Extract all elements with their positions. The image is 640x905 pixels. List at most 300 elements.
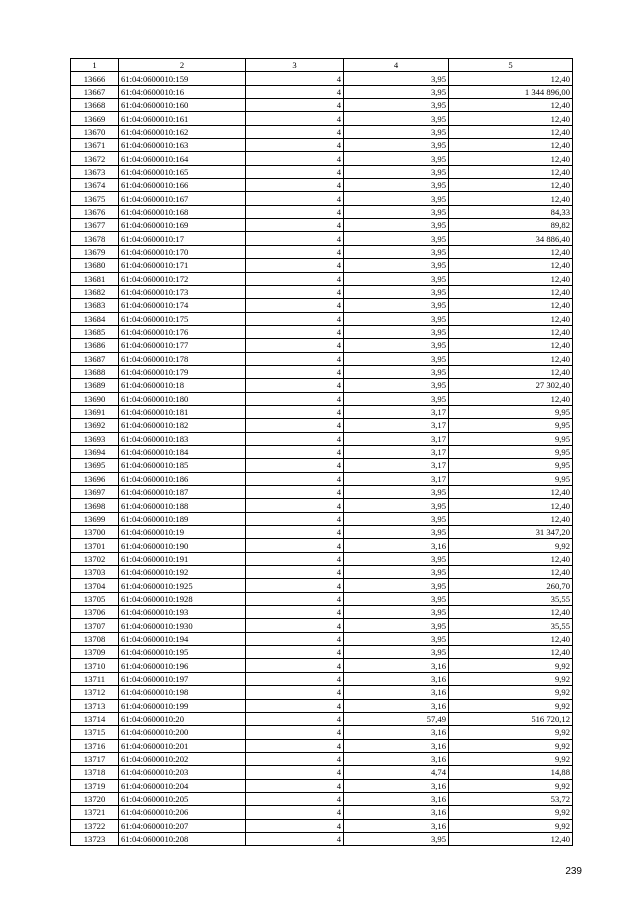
rate-cell: 57,49	[344, 712, 449, 725]
rate-cell: 3,17	[344, 432, 449, 445]
amount-cell: 12,40	[449, 646, 573, 659]
table-row	[71, 819, 573, 832]
rate-cell: 3,95	[344, 352, 449, 365]
rate-cell: 3,95	[344, 259, 449, 272]
rate-cell: 3,95	[344, 606, 449, 619]
table-row	[71, 766, 573, 779]
row-number-cell: 13723	[71, 832, 119, 845]
amount-cell: 12,40	[449, 325, 573, 338]
rate-cell: 3,95	[344, 365, 449, 378]
rate-cell: 3,95	[344, 272, 449, 285]
rate-cell: 3,95	[344, 392, 449, 405]
row-number-cell: 13701	[71, 539, 119, 552]
amount-cell: 12,40	[449, 125, 573, 138]
amount-cell: 35,55	[449, 592, 573, 605]
amount-cell: 12,40	[449, 99, 573, 112]
rate-cell: 3,95	[344, 125, 449, 138]
category-cell: 4	[246, 272, 344, 285]
cadastral-number-cell: 61:04:0600010:171	[119, 259, 246, 272]
rate-cell: 3,95	[344, 339, 449, 352]
rate-cell: 3,95	[344, 325, 449, 338]
row-number-cell: 13693	[71, 432, 119, 445]
category-cell: 4	[246, 832, 344, 845]
rate-cell: 3,95	[344, 526, 449, 539]
rate-cell: 3,95	[344, 219, 449, 232]
table-row	[71, 459, 573, 472]
table-row	[71, 165, 573, 178]
row-number-cell: 13702	[71, 552, 119, 565]
category-cell: 4	[246, 699, 344, 712]
row-number-cell: 13715	[71, 726, 119, 739]
amount-cell: 34 886,40	[449, 232, 573, 245]
table-row	[71, 779, 573, 792]
category-cell: 4	[246, 312, 344, 325]
amount-cell: 12,40	[449, 72, 573, 85]
rate-cell: 3,95	[344, 99, 449, 112]
rate-cell: 3,95	[344, 139, 449, 152]
rate-cell: 3,95	[344, 486, 449, 499]
table-row	[71, 632, 573, 645]
table-row	[71, 512, 573, 525]
cadastral-number-cell: 61:04:0600010:20	[119, 712, 246, 725]
row-number-cell: 13685	[71, 325, 119, 338]
table-row	[71, 285, 573, 298]
cadastral-number-cell: 61:04:0600010:160	[119, 99, 246, 112]
table-row	[71, 405, 573, 418]
amount-cell: 9,92	[449, 672, 573, 685]
cadastral-number-cell: 61:04:0600010:165	[119, 165, 246, 178]
amount-cell: 12,40	[449, 632, 573, 645]
category-cell: 4	[246, 205, 344, 218]
row-number-cell: 13722	[71, 819, 119, 832]
rate-cell: 3,16	[344, 539, 449, 552]
amount-cell: 9,95	[449, 472, 573, 485]
row-number-cell: 13683	[71, 299, 119, 312]
row-number-cell: 13667	[71, 85, 119, 98]
amount-cell: 9,92	[449, 752, 573, 765]
category-cell: 4	[246, 686, 344, 699]
table-row	[71, 646, 573, 659]
table-row	[71, 526, 573, 539]
row-number-cell: 13700	[71, 526, 119, 539]
cadastral-number-cell: 61:04:0600010:167	[119, 192, 246, 205]
amount-cell: 9,92	[449, 726, 573, 739]
table-row	[71, 445, 573, 458]
rate-cell: 3,16	[344, 699, 449, 712]
cadastral-number-cell: 61:04:0600010:17	[119, 232, 246, 245]
category-cell: 4	[246, 579, 344, 592]
category-cell: 4	[246, 672, 344, 685]
amount-cell: 12,40	[449, 299, 573, 312]
category-cell: 4	[246, 792, 344, 805]
cadastral-number-cell: 61:04:0600010:207	[119, 819, 246, 832]
amount-cell: 12,40	[449, 165, 573, 178]
row-number-cell: 13699	[71, 512, 119, 525]
cadastral-number-cell: 61:04:0600010:187	[119, 486, 246, 499]
cadastral-number-cell: 61:04:0600010:208	[119, 832, 246, 845]
cadastral-number-cell: 61:04:0600010:16	[119, 85, 246, 98]
cadastral-number-cell: 61:04:0600010:181	[119, 405, 246, 418]
row-number-cell: 13682	[71, 285, 119, 298]
row-number-cell: 13703	[71, 566, 119, 579]
row-number-cell: 13712	[71, 686, 119, 699]
amount-cell: 9,95	[449, 419, 573, 432]
category-cell: 4	[246, 325, 344, 338]
cadastral-number-cell: 61:04:0600010:186	[119, 472, 246, 485]
rate-cell: 3,16	[344, 779, 449, 792]
row-number-cell: 13672	[71, 152, 119, 165]
table-row	[71, 566, 573, 579]
amount-cell: 12,40	[449, 192, 573, 205]
category-cell: 4	[246, 526, 344, 539]
category-cell: 4	[246, 139, 344, 152]
row-number-cell: 13694	[71, 445, 119, 458]
rate-cell: 3,16	[344, 686, 449, 699]
amount-cell: 84,33	[449, 205, 573, 218]
rate-cell: 3,95	[344, 245, 449, 258]
row-number-cell: 13677	[71, 219, 119, 232]
category-cell: 4	[246, 539, 344, 552]
rate-cell: 3,16	[344, 659, 449, 672]
cadastral-number-cell: 61:04:0600010:182	[119, 419, 246, 432]
cadastral-number-cell: 61:04:0600010:175	[119, 312, 246, 325]
cadastral-number-cell: 61:04:0600010:190	[119, 539, 246, 552]
cadastral-number-cell: 61:04:0600010:205	[119, 792, 246, 805]
category-cell: 4	[246, 472, 344, 485]
row-number-cell: 13666	[71, 72, 119, 85]
category-cell: 4	[246, 299, 344, 312]
table-row	[71, 726, 573, 739]
row-number-cell: 13721	[71, 806, 119, 819]
row-number-cell: 13688	[71, 365, 119, 378]
rate-cell: 3,95	[344, 379, 449, 392]
cadastral-number-cell: 61:04:0600010:161	[119, 112, 246, 125]
row-number-cell: 13684	[71, 312, 119, 325]
cadastral-number-cell: 61:04:0600010:174	[119, 299, 246, 312]
amount-cell: 12,40	[449, 352, 573, 365]
amount-cell: 89,82	[449, 219, 573, 232]
table-row	[71, 619, 573, 632]
table-row	[71, 205, 573, 218]
row-number-cell: 13680	[71, 259, 119, 272]
rate-cell: 3,95	[344, 512, 449, 525]
table-row	[71, 792, 573, 805]
cadastral-number-cell: 61:04:0600010:193	[119, 606, 246, 619]
amount-cell: 12,40	[449, 392, 573, 405]
rate-cell: 3,95	[344, 285, 449, 298]
column-header-5: 5	[449, 59, 573, 72]
rate-cell: 3,95	[344, 619, 449, 632]
row-number-cell: 13716	[71, 739, 119, 752]
table-row	[71, 379, 573, 392]
amount-cell: 12,40	[449, 179, 573, 192]
category-cell: 4	[246, 726, 344, 739]
row-number-cell: 13689	[71, 379, 119, 392]
row-number-cell: 13675	[71, 192, 119, 205]
amount-cell: 12,40	[449, 259, 573, 272]
category-cell: 4	[246, 245, 344, 258]
rate-cell: 3,16	[344, 739, 449, 752]
column-header-3: 3	[246, 59, 344, 72]
rate-cell: 3,95	[344, 312, 449, 325]
amount-cell: 27 302,40	[449, 379, 573, 392]
category-cell: 4	[246, 232, 344, 245]
rate-cell: 3,95	[344, 579, 449, 592]
rate-cell: 3,16	[344, 819, 449, 832]
row-number-cell: 13686	[71, 339, 119, 352]
category-cell: 4	[246, 659, 344, 672]
rate-cell: 3,95	[344, 592, 449, 605]
cadastral-number-cell: 61:04:0600010:204	[119, 779, 246, 792]
rate-cell: 3,95	[344, 179, 449, 192]
table-row	[71, 472, 573, 485]
category-cell: 4	[246, 112, 344, 125]
cadastral-number-cell: 61:04:0600010:202	[119, 752, 246, 765]
table-row	[71, 806, 573, 819]
category-cell: 4	[246, 779, 344, 792]
row-number-cell: 13681	[71, 272, 119, 285]
category-cell: 4	[246, 819, 344, 832]
row-number-cell: 13670	[71, 125, 119, 138]
category-cell: 4	[246, 752, 344, 765]
category-cell: 4	[246, 379, 344, 392]
cadastral-number-cell: 61:04:0600010:188	[119, 499, 246, 512]
table-row	[71, 325, 573, 338]
table-row	[71, 419, 573, 432]
category-cell: 4	[246, 352, 344, 365]
row-number-cell: 13719	[71, 779, 119, 792]
table-row	[71, 112, 573, 125]
cadastral-number-cell: 61:04:0600010:164	[119, 152, 246, 165]
table-row	[71, 352, 573, 365]
table-row	[71, 192, 573, 205]
row-number-cell: 13718	[71, 766, 119, 779]
cadastral-number-cell: 61:04:0600010:19	[119, 526, 246, 539]
category-cell: 4	[246, 566, 344, 579]
table-row	[71, 499, 573, 512]
row-number-cell: 13676	[71, 205, 119, 218]
rate-cell: 3,17	[344, 445, 449, 458]
amount-cell: 12,40	[449, 112, 573, 125]
amount-cell: 9,92	[449, 659, 573, 672]
cadastral-number-cell: 61:04:0600010:199	[119, 699, 246, 712]
table-row	[71, 592, 573, 605]
category-cell: 4	[246, 259, 344, 272]
category-cell: 4	[246, 445, 344, 458]
amount-cell: 12,40	[449, 606, 573, 619]
amount-cell: 516 720,12	[449, 712, 573, 725]
table-row	[71, 272, 573, 285]
page-number: 239	[565, 866, 582, 877]
table-body	[71, 72, 573, 846]
amount-cell: 9,92	[449, 739, 573, 752]
category-cell: 4	[246, 739, 344, 752]
table-row	[71, 539, 573, 552]
amount-cell: 9,92	[449, 686, 573, 699]
header-row	[71, 59, 573, 72]
rate-cell: 3,95	[344, 566, 449, 579]
rate-cell: 3,95	[344, 499, 449, 512]
amount-cell: 12,40	[449, 139, 573, 152]
row-number-cell: 13696	[71, 472, 119, 485]
table-row	[71, 752, 573, 765]
table-row	[71, 579, 573, 592]
table-row	[71, 152, 573, 165]
cadastral-number-cell: 61:04:0600010:168	[119, 205, 246, 218]
row-number-cell: 13720	[71, 792, 119, 805]
rate-cell: 3,95	[344, 112, 449, 125]
cadastral-number-cell: 61:04:0600010:176	[119, 325, 246, 338]
row-number-cell: 13690	[71, 392, 119, 405]
cadastral-number-cell: 61:04:0600010:1930	[119, 619, 246, 632]
cadastral-number-cell: 61:04:0600010:163	[119, 139, 246, 152]
cadastral-number-cell: 61:04:0600010:159	[119, 72, 246, 85]
category-cell: 4	[246, 419, 344, 432]
cadastral-number-cell: 61:04:0600010:169	[119, 219, 246, 232]
row-number-cell: 13671	[71, 139, 119, 152]
cadastral-number-cell: 61:04:0600010:191	[119, 552, 246, 565]
category-cell: 4	[246, 432, 344, 445]
row-number-cell: 13697	[71, 486, 119, 499]
row-number-cell: 13673	[71, 165, 119, 178]
category-cell: 4	[246, 339, 344, 352]
cadastral-number-cell: 61:04:0600010:192	[119, 566, 246, 579]
rate-cell: 3,16	[344, 792, 449, 805]
cadastral-number-cell: 61:04:0600010:203	[119, 766, 246, 779]
amount-cell: 12,40	[449, 339, 573, 352]
category-cell: 4	[246, 592, 344, 605]
rate-cell: 3,95	[344, 165, 449, 178]
table-row	[71, 85, 573, 98]
category-cell: 4	[246, 606, 344, 619]
rate-cell: 3,95	[344, 632, 449, 645]
row-number-cell: 13709	[71, 646, 119, 659]
table-row	[71, 606, 573, 619]
amount-cell: 260,70	[449, 579, 573, 592]
rate-cell: 3,17	[344, 405, 449, 418]
amount-cell: 12,40	[449, 512, 573, 525]
amount-cell: 12,40	[449, 566, 573, 579]
row-number-cell: 13674	[71, 179, 119, 192]
cadastral-number-cell: 61:04:0600010:184	[119, 445, 246, 458]
amount-cell: 12,40	[449, 365, 573, 378]
cadastral-number-cell: 61:04:0600010:200	[119, 726, 246, 739]
table-row	[71, 339, 573, 352]
cadastral-number-cell: 61:04:0600010:170	[119, 245, 246, 258]
row-number-cell: 13705	[71, 592, 119, 605]
rate-cell: 3,16	[344, 752, 449, 765]
cadastral-number-cell: 61:04:0600010:198	[119, 686, 246, 699]
category-cell: 4	[246, 499, 344, 512]
amount-cell: 14,88	[449, 766, 573, 779]
category-cell: 4	[246, 219, 344, 232]
column-header-4: 4	[344, 59, 449, 72]
amount-cell: 12,40	[449, 552, 573, 565]
table-row	[71, 139, 573, 152]
row-number-cell: 13691	[71, 405, 119, 418]
category-cell: 4	[246, 512, 344, 525]
table-row	[71, 686, 573, 699]
row-number-cell: 13717	[71, 752, 119, 765]
row-number-cell: 13708	[71, 632, 119, 645]
row-number-cell: 13714	[71, 712, 119, 725]
category-cell: 4	[246, 365, 344, 378]
table-row	[71, 72, 573, 85]
cadastral-number-cell: 61:04:0600010:177	[119, 339, 246, 352]
row-number-cell: 13679	[71, 245, 119, 258]
amount-cell: 12,40	[449, 486, 573, 499]
row-number-cell: 13678	[71, 232, 119, 245]
rate-cell: 3,95	[344, 552, 449, 565]
category-cell: 4	[246, 712, 344, 725]
cadastral-number-cell: 61:04:0600010:194	[119, 632, 246, 645]
cadastral-number-cell: 61:04:0600010:195	[119, 646, 246, 659]
amount-cell: 12,40	[449, 272, 573, 285]
cadastral-number-cell: 61:04:0600010:201	[119, 739, 246, 752]
category-cell: 4	[246, 179, 344, 192]
table-row	[71, 739, 573, 752]
column-header-2: 2	[119, 59, 246, 72]
cadastral-number-cell: 61:04:0600010:162	[119, 125, 246, 138]
amount-cell: 53,72	[449, 792, 573, 805]
amount-cell: 12,40	[449, 832, 573, 845]
amount-cell: 9,95	[449, 445, 573, 458]
category-cell: 4	[246, 99, 344, 112]
table-row	[71, 232, 573, 245]
cadastral-number-cell: 61:04:0600010:206	[119, 806, 246, 819]
amount-cell: 9,95	[449, 405, 573, 418]
row-number-cell: 13713	[71, 699, 119, 712]
table-row	[71, 219, 573, 232]
category-cell: 4	[246, 486, 344, 499]
table-row	[71, 245, 573, 258]
rate-cell: 3,17	[344, 419, 449, 432]
row-number-cell: 13669	[71, 112, 119, 125]
rate-cell: 3,95	[344, 832, 449, 845]
rate-cell: 3,16	[344, 672, 449, 685]
rate-cell: 3,17	[344, 459, 449, 472]
category-cell: 4	[246, 72, 344, 85]
table-row	[71, 259, 573, 272]
cadastral-number-cell: 61:04:0600010:180	[119, 392, 246, 405]
table-row	[71, 365, 573, 378]
table-row	[71, 392, 573, 405]
category-cell: 4	[246, 192, 344, 205]
row-number-cell: 13711	[71, 672, 119, 685]
amount-cell: 12,40	[449, 285, 573, 298]
table-row	[71, 712, 573, 725]
table-row	[71, 699, 573, 712]
category-cell: 4	[246, 165, 344, 178]
cadastral-number-cell: 61:04:0600010:1928	[119, 592, 246, 605]
cadastral-number-cell: 61:04:0600010:197	[119, 672, 246, 685]
amount-cell: 9,92	[449, 539, 573, 552]
cadastral-number-cell: 61:04:0600010:189	[119, 512, 246, 525]
cadastral-number-cell: 61:04:0600010:166	[119, 179, 246, 192]
row-number-cell: 13668	[71, 99, 119, 112]
table-row	[71, 299, 573, 312]
category-cell: 4	[246, 766, 344, 779]
table-row	[71, 672, 573, 685]
category-cell: 4	[246, 646, 344, 659]
table-row	[71, 832, 573, 845]
rate-cell: 4,74	[344, 766, 449, 779]
category-cell: 4	[246, 459, 344, 472]
amount-cell: 9,95	[449, 459, 573, 472]
category-cell: 4	[246, 619, 344, 632]
rate-cell: 3,95	[344, 152, 449, 165]
rate-cell: 3,95	[344, 646, 449, 659]
